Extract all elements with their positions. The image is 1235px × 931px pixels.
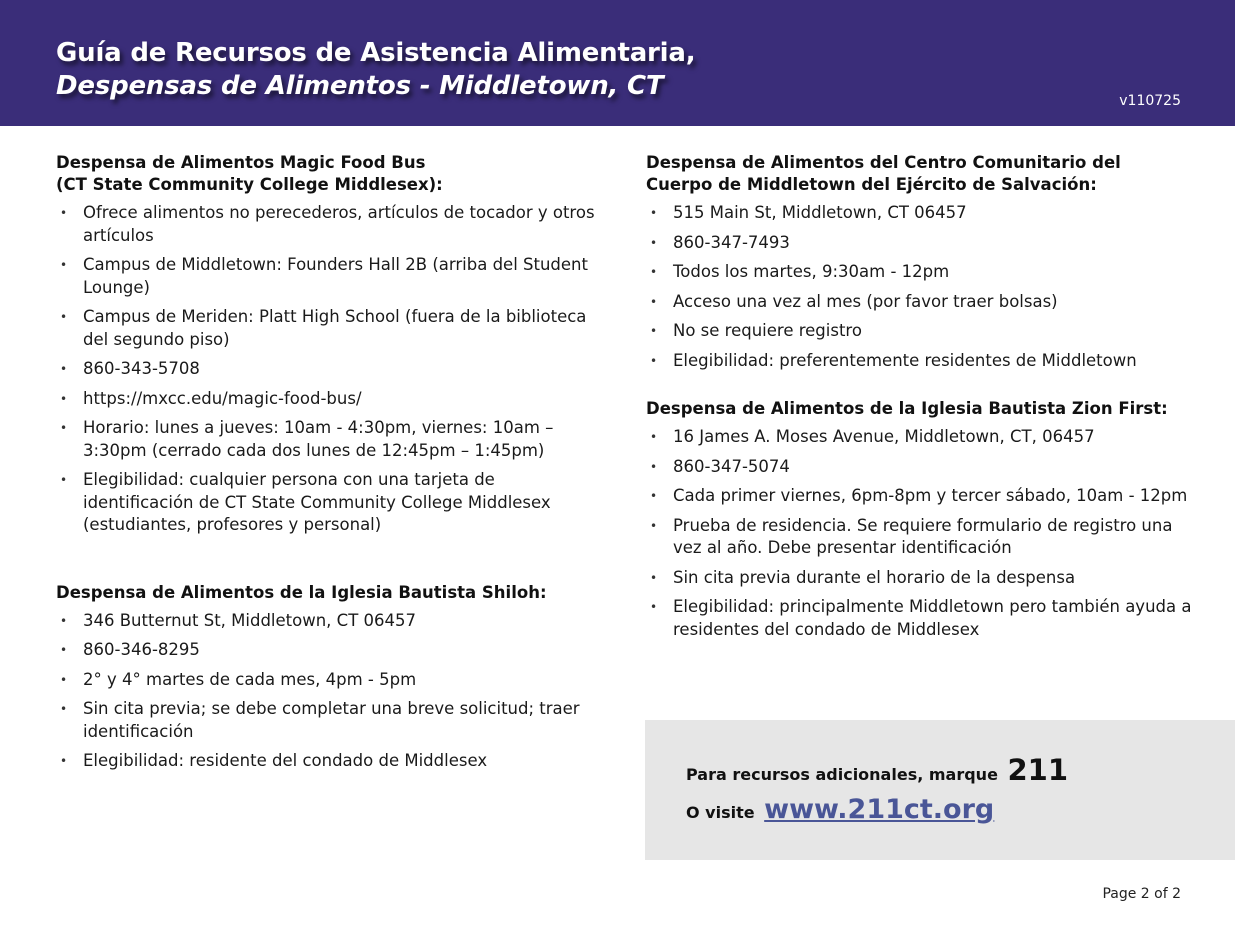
list-item: • Campus de Meriden: Platt High School (fuera de la biblioteca del segundo piso) bbox=[56, 306, 606, 351]
section-title: Despensa de Alimentos de la Iglesia Bautista Shiloh: bbox=[56, 582, 547, 602]
list-item: • Elegibilidad: principalmente Middletown pero también ayuda a residentes del condado de Middlesex bbox=[646, 596, 1206, 641]
title-line-2: Despensas de Alimentos - Middletown, CT bbox=[56, 71, 664, 101]
visit-line bbox=[686, 794, 994, 825]
section-title bbox=[56, 152, 606, 196]
item-list bbox=[646, 426, 1206, 641]
additional-resources-box bbox=[645, 720, 1235, 860]
section-title-line-2: Cuerpo de Middletown del Ejército de Salvación: bbox=[646, 175, 1097, 194]
section-shiloh bbox=[56, 582, 606, 773]
dial-label: Para recursos adicionales, marque bbox=[686, 765, 998, 784]
section-salvation-army bbox=[646, 152, 1206, 372]
section-title bbox=[646, 152, 1206, 196]
dial-211-line bbox=[686, 753, 1068, 787]
list-item: • Cada primer viernes, 6pm-8pm y tercer sábado, 10am - 12pm bbox=[646, 485, 1206, 508]
list-item: • Acceso una vez al mes (por favor traer bolsas) bbox=[646, 291, 1206, 314]
address: • 16 James A. Moses Avenue, Middletown, CT, 06457 bbox=[646, 426, 1206, 449]
list-item: • Elegibilidad: cualquier persona con una tarjeta de identificación de CT State Community College Middlesex (estudiantes, profesores y personal) bbox=[56, 469, 606, 537]
list-item: • Ofrece alimentos no perecederos, artículos de tocador y otros artículos bbox=[56, 202, 606, 247]
section-title-line-1: Despensa de Alimentos Magic Food Bus bbox=[56, 153, 426, 172]
item-list bbox=[56, 202, 606, 537]
list-item: • Elegibilidad: preferentemente residentes de Middletown bbox=[646, 350, 1206, 373]
left-column bbox=[56, 152, 606, 780]
list-item: • Horario: lunes a jueves: 10am - 4:30pm, viernes: 10am – 3:30pm (cerrado cada dos lunes de 12:45pm – 1:45pm) bbox=[56, 417, 606, 462]
website-link[interactable]: • https://mxcc.edu/magic-food-bus/ bbox=[56, 388, 606, 411]
right-column bbox=[646, 152, 1206, 648]
section-magic-food-bus bbox=[56, 152, 606, 537]
visit-label: O visite bbox=[686, 803, 755, 822]
list-item: • Campus de Middletown: Founders Hall 2B (arriba del Student Lounge) bbox=[56, 254, 606, 299]
dial-number: 211 bbox=[1007, 753, 1069, 787]
list-item: • Sin cita previa; se debe completar una breve solicitud; traer identificación bbox=[56, 698, 606, 743]
list-item: • 2° y 4° martes de cada mes, 4pm - 5pm bbox=[56, 669, 606, 692]
list-item: • No se requiere registro bbox=[646, 320, 1206, 343]
section-title: Despensa de Alimentos de la Iglesia Bautista Zion First: bbox=[646, 399, 1168, 418]
address: • 346 Butternut St, Middletown, CT 06457 bbox=[56, 610, 606, 633]
item-list bbox=[646, 202, 1206, 372]
page-header bbox=[0, 0, 1235, 126]
section-title-line-2: (CT State Community College Middlesex): bbox=[56, 175, 443, 194]
phone-number: • 860-346-8295 bbox=[56, 639, 606, 662]
address: • 515 Main St, Middletown, CT 06457 bbox=[646, 202, 1206, 225]
page-number: Page 2 of 2 bbox=[1102, 886, 1181, 902]
title-line-1: Guía de Recursos de Asistencia Alimentaria, bbox=[56, 38, 696, 68]
list-item: • Elegibilidad: residente del condado de Middlesex bbox=[56, 750, 606, 773]
page-title bbox=[56, 37, 695, 103]
list-item: • Todos los martes, 9:30am - 12pm bbox=[646, 261, 1206, 284]
phone-number: • 860-347-7493 bbox=[646, 232, 1206, 255]
section-title-line-1: Despensa de Alimentos del Centro Comunitario del bbox=[646, 153, 1121, 172]
phone-number: • 860-343-5708 bbox=[56, 358, 606, 381]
list-item: • Prueba de residencia. Se requiere formulario de registro una vez al año. Debe presentar identificación bbox=[646, 515, 1206, 560]
phone-number: • 860-347-5074 bbox=[646, 456, 1206, 479]
list-item: • Sin cita previa durante el horario de la despensa bbox=[646, 567, 1206, 590]
section-zion-first bbox=[646, 398, 1206, 641]
item-list bbox=[56, 610, 606, 773]
version-label: v110725 bbox=[1119, 93, 1181, 109]
211ct-link[interactable]: www.211ct.org bbox=[764, 794, 995, 825]
